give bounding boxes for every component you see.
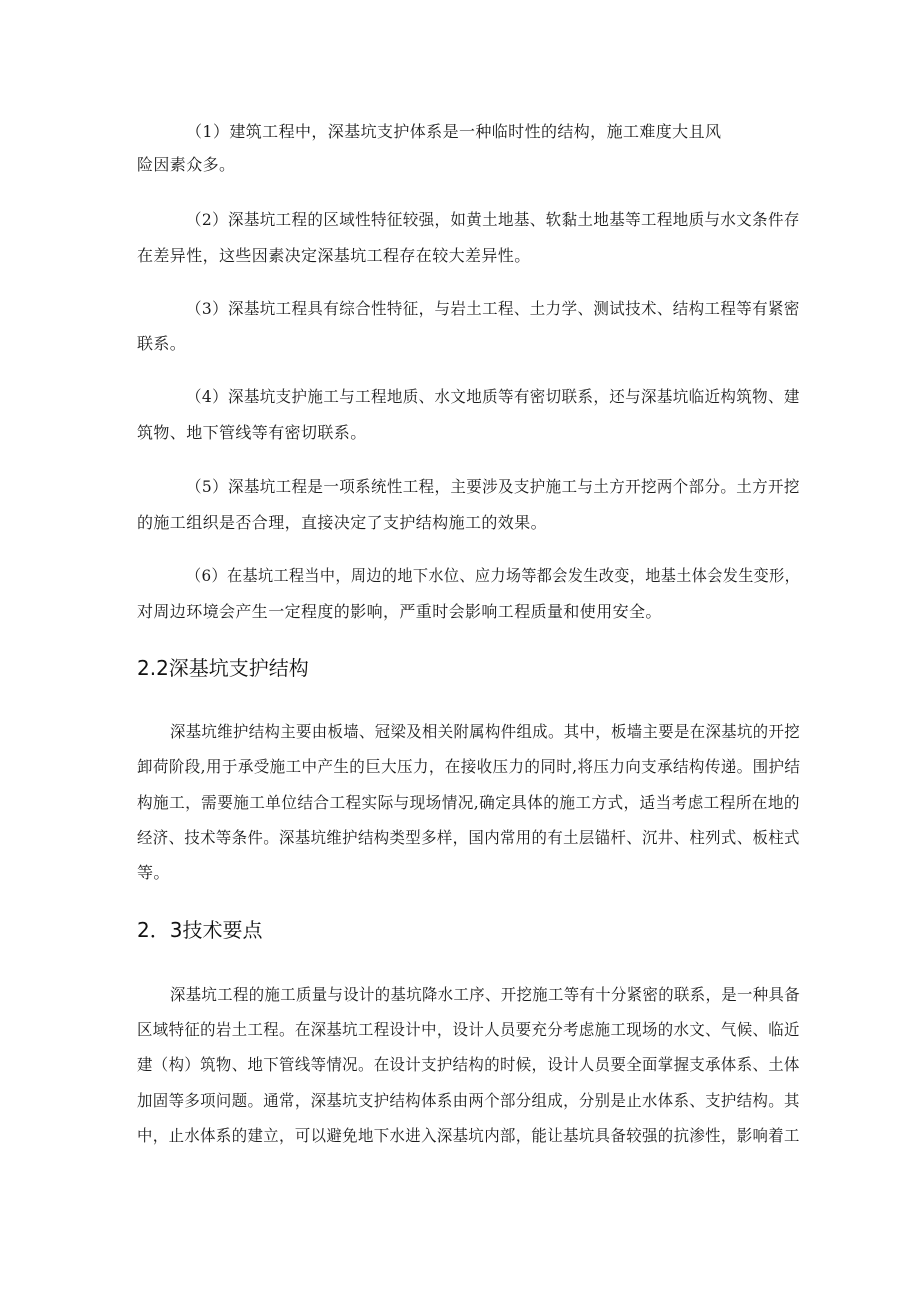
item-3-line-2: 联系。 <box>137 334 187 353</box>
item-5-line-2: 的施工组织是否合理，直接决定了支护结构施工的效果。 <box>137 513 548 532</box>
section-2-3-line-3: 建（构）筑物、地下管线等情况。在设计支护结构的时候，设计人员要全面掌握支承体系、土体 <box>137 1055 800 1074</box>
section-2-2-line-3: 构施工，需要施工单位结合工程实际与现场情况,确定具体的施工方式，适当考虑工程所在地的 <box>137 793 800 812</box>
item-4-line-2: 筑物、地下管线等有密切联系。 <box>137 423 367 442</box>
section-2-3-line-2: 区域特征的岩土工程。在深基坑工程设计中，设计人员要充分考虑施工现场的水文、气候、临近 <box>137 1020 800 1039</box>
section-2-2-heading: 2.2深基坑支护结构 <box>137 656 309 680</box>
item-2-line-1: （2）深基坑工程的区域性特征较强，如黄土地基、软黏土地基等工程地质与水文条件存 <box>186 210 800 229</box>
item-6-line-1: （6）在基坑工程当中，周边的地下水位、应力场等都会发生改变，地基土体会发生变形， <box>186 566 801 585</box>
section-2-2-line-2: 卸荷阶段,用于承受施工中产生的巨大压力，在接收压力的同时,将压力向支承结构传递。围护结 <box>137 757 801 776</box>
section-2-2-line-5: 等。 <box>137 863 170 882</box>
section-2-3-line-1: 深基坑工程的施工质量与设计的基坑降水工序、开挖施工等有十分紧密的联系，是一种具备 <box>170 985 801 1004</box>
section-2-2-line-4: 经济、技术等条件。深基坑维护结构类型多样，国内常用的有土层锚杆、沉井、柱列式、板柱式 <box>137 828 800 847</box>
section-2-2-line-1: 深基坑维护结构主要由板墙、冠梁及相关附属构件组成。其中，板墙主要是在深基坑的开挖 <box>170 722 801 741</box>
section-2-3-line-4: 加固等多项问题。通常，深基坑支护结构体系由两个部分组成，分别是止水体系、支护结构。其 <box>137 1091 800 1110</box>
item-3-line-1: （3）深基坑工程具有综合性特征，与岩土工程、土力学、测试技术、结构工程等有紧密 <box>186 299 800 318</box>
item-1-line-2: 险因素众多。 <box>137 155 236 174</box>
item-1-line-1: （1）建筑工程中，深基坑支护体系是一种临时性的结构，施工难度大且风 <box>186 122 722 141</box>
item-6-line-2: 对周边环境会产生一定程度的影响，严重时会影响工程质量和使用安全。 <box>137 602 662 621</box>
item-4-line-1: （4）深基坑支护施工与工程地质、水文地质等有密切联系，还与深基坑临近构筑物、建 <box>186 387 800 406</box>
section-2-3-line-5: 中，止水体系的建立，可以避免地下水进入深基坑内部，能让基坑具备较强的抗渗性，影响着工 <box>137 1126 800 1145</box>
section-2-3-heading: 2．3技术要点 <box>137 918 263 942</box>
item-5-line-1: （5）深基坑工程是一项系统性工程，主要涉及支护施工与土方开挖两个部分。土方开挖 <box>186 477 800 496</box>
item-2-line-2: 在差异性，这些因素决定深基坑工程存在较大差异性。 <box>137 246 531 265</box>
